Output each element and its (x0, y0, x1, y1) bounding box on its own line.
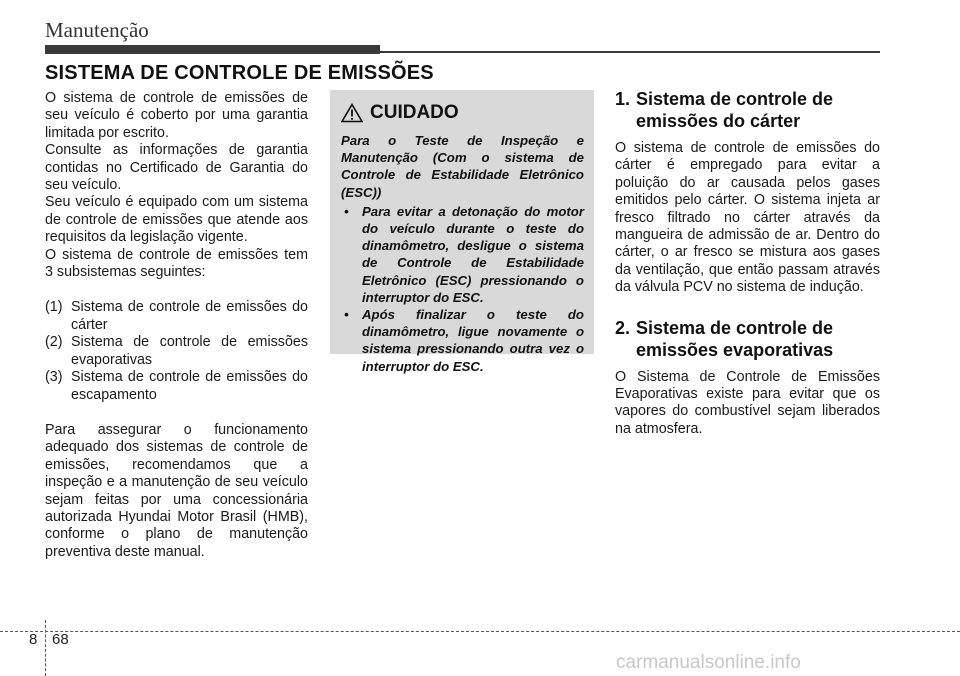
subsystem-list (45, 299, 308, 403)
caution-title: CUIDADO (370, 102, 459, 123)
subsection-heading (615, 88, 880, 132)
header-rule (380, 51, 880, 53)
left-column (45, 90, 308, 561)
paragraph: O sistema de controle de emissões tem 3 subsistemas seguintes: (45, 246, 308, 281)
subsection-heading (615, 317, 880, 361)
caution-item (341, 306, 584, 375)
list-item (45, 334, 308, 369)
section-number: 8 (29, 631, 38, 648)
heading-text: Sistema de controle de emissões evaporativas (636, 317, 834, 360)
heading-number: 2. (615, 317, 631, 338)
caution-box (330, 90, 594, 374)
list-item (45, 299, 308, 334)
list-number: (1) (45, 299, 63, 316)
caution-item-text: Após finalizar o teste do dinamômetro, ligue novamente o sistema pressionando outra vez o interruptor do ESC. (362, 307, 584, 374)
paragraph: O sistema de controle de emissões de seu veículo é coberto por uma garantia limitada por escrito. (45, 90, 308, 141)
header-bar (45, 45, 380, 54)
footer-rule (0, 631, 960, 632)
list-item (45, 369, 308, 404)
subsection-text: O Sistema de Controle de Emissões Evaporativas existe para evitar que os vapores do combustível sejam liberados na atmosfera. (615, 368, 880, 437)
list-text: Sistema de controle de emissões do escapamento (71, 369, 308, 403)
page-number: 68 (52, 631, 69, 648)
warning-triangle-icon (341, 103, 363, 123)
header-title: Manutenção (45, 18, 149, 42)
paragraph: Seu veículo é equipado com um sistema de controle de emissões que atende aos requisitos da legislação vigente. (45, 194, 308, 246)
list-text: Sistema de controle de emissões evaporativas (71, 334, 308, 368)
caution-list (341, 203, 584, 375)
right-column (615, 88, 880, 458)
heading-number: 1. (615, 89, 631, 109)
caution-header (341, 102, 584, 124)
caution-intro: Para o Teste de Inspeção e Manutenção (Com o sistema de Controle de Estabilidade Eletrônico (ESC)) (341, 133, 584, 200)
closing-paragraph: Para assegurar o funcionamento adequado dos sistemas de controle de emissões, recomendamos que a inspeção e a manutenção de seu veículo sejam feitas por uma concessionária autorizada Hyundai Motor Brasil (HMB), conforme o plano de manutenção preventiva deste manual. (45, 421, 308, 560)
list-number: (3) (45, 369, 63, 386)
watermark: carmanualsonline.info (616, 652, 801, 673)
list-number: (2) (45, 334, 63, 351)
paragraph: Consulte as informações de garantia contidas no Certificado de Garantia do seu veículo. (45, 142, 308, 194)
caution-item (341, 203, 584, 306)
heading-text: Sistema de controle de emissões do cárter (636, 89, 834, 131)
section-title: SISTEMA DE CONTROLE DE EMISSÕES (45, 62, 434, 84)
list-text: Sistema de controle de emissões do cárter (71, 299, 308, 333)
bullet: • (344, 307, 349, 323)
subsection-text: O sistema de controle de emissões do cárter é empregado para evitar a poluição do ar causada pelos gases emitidos pelo cárter. O sistema injeta ar fresco filtrado no cárter através da mangueira de admissão de ar. Dentro do cárter, o ar fresco se mistura aos gases da ventilação, que então passam através da válvula PCV no sistema de indução. (615, 140, 880, 296)
bullet: • (344, 203, 349, 219)
caution-item-text: Para evitar a detonação do motor do veículo durante o teste do dinamômetro, desligue o sistema de Controle de Estabilidade Eletrônico (ESC) pressionando o interruptor do ESC. (362, 203, 584, 305)
footer-divider (45, 620, 46, 676)
